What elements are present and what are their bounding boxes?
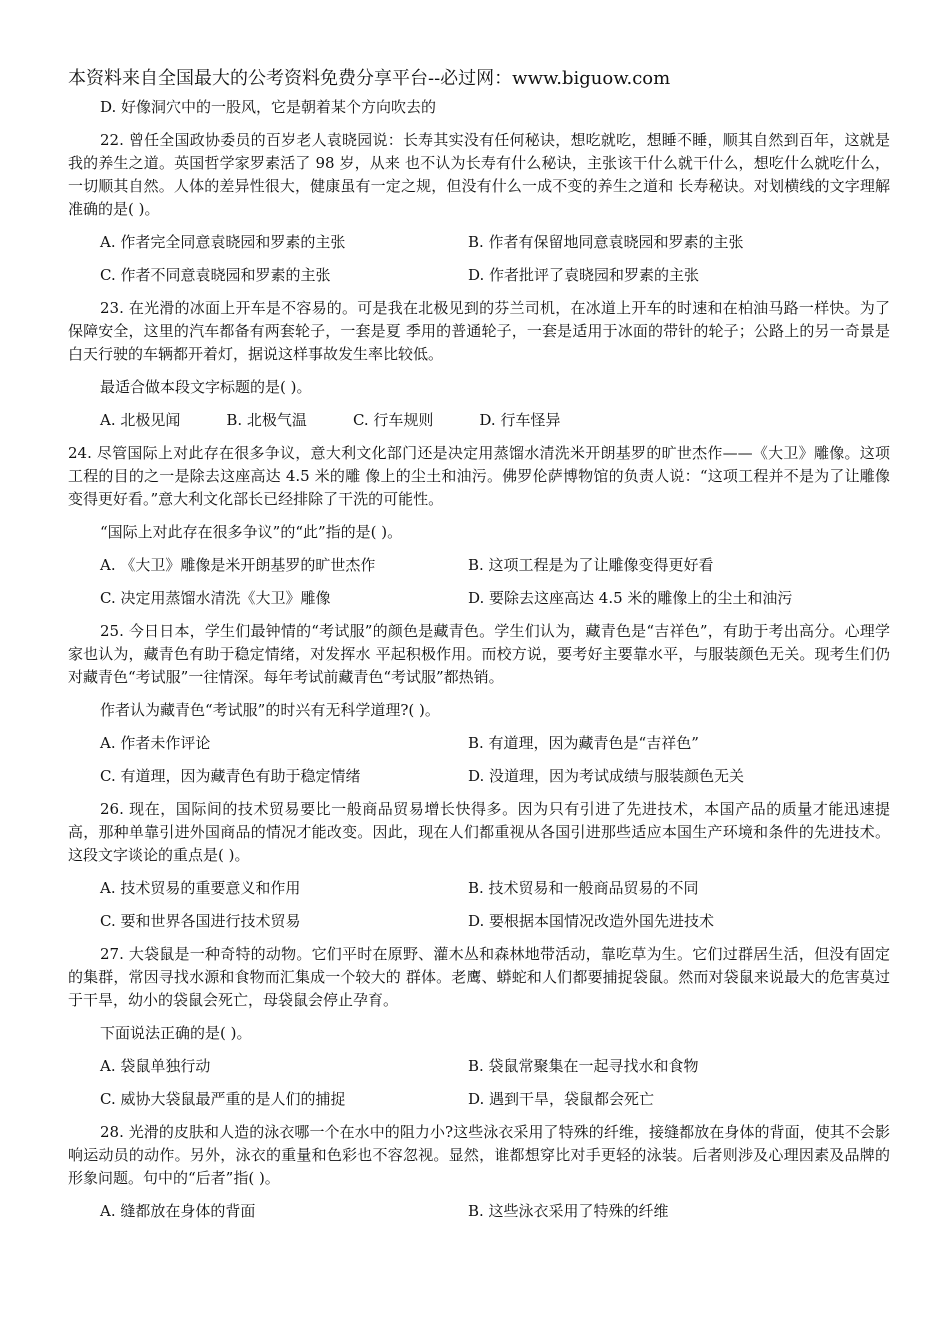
- document-body: [68, 96, 890, 1223]
- question-23-option-a: A. 北极见闻: [100, 411, 181, 429]
- question-22-option-d: D. 作者批评了袁晓园和罗素的主张: [468, 266, 700, 284]
- question-27-options-row-1: [68, 1055, 890, 1078]
- question-26-option-d: D. 要根据本国情况改造外国先进技术: [468, 912, 715, 930]
- question-23-text: 23. 在光滑的冰面上开车是不容易的。可是我在北极见到的芬兰司机，在冰道上开车的时速和在柏油马路一样快。为了保障安全，这里的汽车都备有两套轮子，一套是夏 季用的普通轮子，一套是适用于冰面的带针的轮子；公路上的另一奇景是白天行驶的车辆都开着灯，据说这样事故发生率比较低。: [68, 299, 890, 363]
- question-24-options-row-1: [68, 554, 890, 577]
- question-27-option-c: C. 威协大袋鼠最严重的是人们的捕捉: [100, 1090, 346, 1108]
- question-24-option-c: C. 决定用蒸馏水清洗《大卫》雕像: [100, 589, 331, 607]
- question-26-text: 26. 现在，国际间的技术贸易要比一般商品贸易增长快得多。因为只有引进了先进技术，本国产品的质量才能迅速提高，那种单靠引进外国商品的情况才能改变。因此，现在人们都重视从各国引进那些适应本国生产环境和条件的先进技术。这段文字谈论的重点是( )。: [68, 800, 890, 864]
- question-24-text: 24. 尽管国际上对此存在很多争议，意大利文化部门还是决定用蒸馏水清洗米开朗基罗的旷世杰作——《大卫》雕像。这项工程的目的之一是除去这座高达 4.5 米的雕 像上的尘土和油污。佛罗伦萨博物馆的负责人说：“这项工程并不是为了让雕像变得更好看。”意大利文化部长已经排除了干洗的可能性。: [68, 444, 890, 508]
- question-24-option-b: B. 这项工程是为了让雕像变得更好看: [468, 556, 714, 574]
- question-26-options-row-2: [68, 910, 890, 933]
- question-26-option-b: B. 技术贸易和一般商品贸易的不同: [468, 879, 699, 897]
- question-28-text: 28. 光滑的皮肤和人造的泳衣哪一个在水中的阻力小?这些泳衣采用了特殊的纤维，接缝都放在身体的背面，使其不会影响运动员的动作。另外，泳衣的重量和色彩也不容忽视。显然，谁都想穿比对手更轻的泳装。后者则涉及心理因素及品牌的形象问题。句中的“后者”指( )。: [68, 1123, 890, 1187]
- question-22-option-a: A. 作者完全同意袁晓园和罗素的主张: [100, 233, 346, 251]
- question-23-option-c: C. 行车规则: [352, 411, 434, 429]
- question-27-prompt: 下面说法正确的是( )。: [100, 1024, 252, 1042]
- question-25-option-a: A. 作者未作评论: [100, 734, 211, 752]
- question-22-option-b: B. 作者有保留地同意袁晓园和罗素的主张: [468, 233, 744, 251]
- question-24-option-d: D. 要除去这座高达 4.5 米的雕像上的尘土和油污: [468, 589, 793, 607]
- prev-question-option-d: D. 好像洞穴中的一股风，它是朝着某个方向吹去的: [100, 98, 437, 116]
- question-23-option-b: B. 北极气温: [226, 411, 307, 429]
- question-28-options-row-1: [68, 1200, 890, 1223]
- question-23-option-d: D. 行车怪异: [479, 411, 561, 429]
- question-26-option-a: A. 技术贸易的重要意义和作用: [100, 879, 301, 897]
- question-25-options-row-1: [68, 732, 890, 755]
- question-23-prompt: 最适合做本段文字标题的是( )。: [100, 378, 312, 396]
- question-25-option-b: B. 有道理，因为藏青色是“吉祥色”: [468, 734, 699, 752]
- question-27-option-b: B. 袋鼠常聚集在一起寻找水和食物: [468, 1057, 699, 1075]
- question-22-option-c: C. 作者不同意袁晓园和罗素的主张: [100, 266, 331, 284]
- page-header: 本资料来自全国最大的公考资料免费分享平台--必过网：www.biguow.com: [68, 68, 671, 89]
- question-24-prompt: “国际上对此存在很多争议”的“此”指的是( )。: [100, 523, 403, 541]
- question-22-options-row-1: [68, 231, 890, 254]
- question-26-options-row-1: [68, 877, 890, 900]
- question-27-option-d: D. 遇到干旱，袋鼠都会死亡: [468, 1090, 655, 1108]
- question-24-option-a: A. 《大卫》雕像是米开朗基罗的旷世杰作: [100, 556, 376, 574]
- question-22-text: 22. 曾任全国政协委员的百岁老人袁晓园说：长寿其实没有任何秘诀，想吃就吃，想睡不睡，顺其自然到百年，这就是我的养生之道。英国哲学家罗素活了 98 岁，从来 也不认为长寿有什么秘诀，主张该干什么就干什么，想吃什么就吃什么，一切顺其自然。人体的差异性很大，健康虽有一定之规，但没有什么一成不变的养生之道和 长寿秘诀。对划横线的文字理解准确的是( )。: [68, 131, 890, 218]
- question-27-option-a: A. 袋鼠单独行动: [100, 1057, 211, 1075]
- question-25-option-d: D. 没道理，因为考试成绩与服装颜色无关: [468, 767, 745, 785]
- question-27-options-row-2: [68, 1088, 890, 1111]
- question-26-option-c: C. 要和世界各国进行技术贸易: [100, 912, 301, 930]
- question-25-options-row-2: [68, 765, 890, 788]
- question-28-option-a: A. 缝都放在身体的背面: [100, 1202, 256, 1220]
- question-25-text: 25. 今日日本，学生们最钟情的“考试服”的颜色是藏青色。学生们认为，藏青色是“吉祥色”，有助于考出高分。心理学家也认为，藏青色有助于稳定情绪，对发挥水 平起积极作用。而校方说，要考好主要靠水平，与服装颜色无关。现考生们仍对藏青色“考试服”一往情深。每年考试前藏青色“考试服”都热销。: [68, 622, 890, 686]
- question-22-options-row-2: [68, 264, 890, 287]
- question-24-options-row-2: [68, 587, 890, 610]
- question-25-prompt: 作者认为藏青色“考试服”的时兴有无科学道理?( )。: [100, 701, 440, 719]
- question-27-text: 27. 大袋鼠是一种奇特的动物。它们平时在原野、灌木丛和森林地带活动，靠吃草为生。它们过群居生活，但没有固定的集群，常因寻找水源和食物而汇集成一个较大的 群体。老鹰、蟒蛇和人们都要捕捉袋鼠。然而对袋鼠来说最大的危害莫过于干旱，幼小的袋鼠会死亡，母袋鼠会停止孕育。: [68, 945, 890, 1009]
- question-25-option-c: C. 有道理，因为藏青色有助于稳定情绪: [100, 767, 361, 785]
- question-28-option-b: B. 这些泳衣采用了特殊的纤维: [468, 1202, 669, 1220]
- question-23-options: [68, 409, 890, 432]
